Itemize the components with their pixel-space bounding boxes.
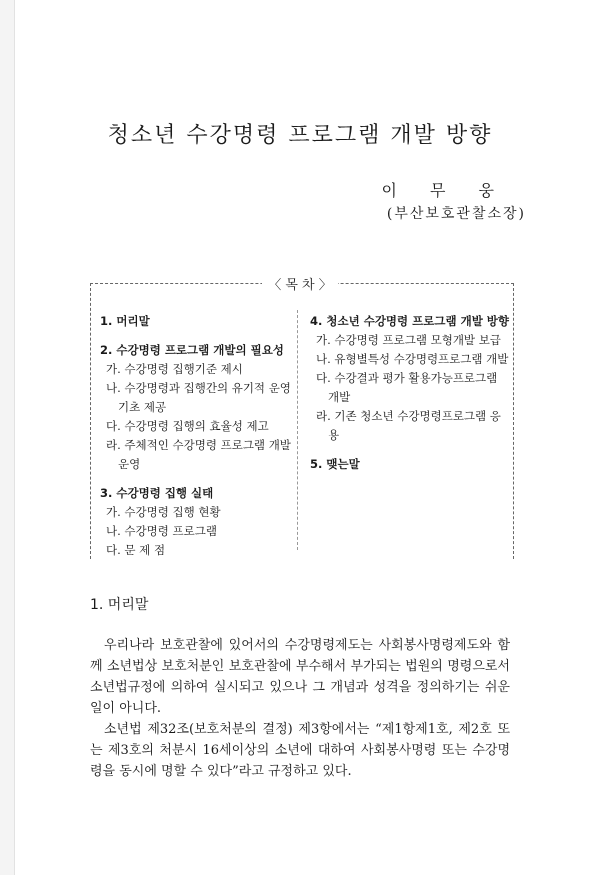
- toc-subitem: 다. 수강결과 평가 활용가능프로그램 개발: [316, 371, 498, 404]
- toc-header: [0, 274, 600, 293]
- toc-subitem: 라. 기존 청소년 수강명령프로그램 응용: [316, 409, 501, 442]
- toc-item: 3. 수강명령 집행 실태: [100, 486, 214, 500]
- author-name: 이 무 웅: [381, 181, 508, 200]
- author-affiliation: (부산보호관찰소장): [386, 206, 526, 222]
- toc-left-column: [100, 312, 295, 560]
- document-title: 청소년 수강명령 프로그램 개발 방향: [107, 123, 493, 148]
- toc-subitem: 가. 수강명령 집행기준 제시: [106, 362, 243, 376]
- toc-subitem: 라. 주체적인 수강명령 프로그램 개발 운영: [106, 438, 291, 471]
- paragraph: 우리나라 보호관찰에 있어서의 수강명령제도는 사회봉사명령제도와 함께 소년법상 보호처분인 보호관찰에 부수해서 부가되는 법원의 명령으로서 소년법규정에 의하여 실시되고 있으나 그 개념과 성격을 정의하기는 쉬운일이 아니다.: [90, 638, 510, 716]
- toc-subitem: 나. 수강명령과 집행간의 유기적 운영 기초 제공: [106, 381, 291, 414]
- toc-subitem: 가. 수강명령 집행 현황: [106, 505, 221, 519]
- toc-subitem: 다. 수강명령 집행의 효율성 제고: [106, 419, 269, 433]
- toc-subitem: 다. 문 제 점: [106, 543, 166, 557]
- body-text: [90, 635, 510, 782]
- toc-divider: [297, 310, 298, 550]
- toc-item: 4. 청소년 수강명령 프로그램 개발 방향: [310, 314, 510, 328]
- toc-subitem: 가. 수강명령 프로그램 모형개발 보급: [316, 333, 501, 347]
- toc-header-label: 〈 목 차 〉: [262, 278, 338, 293]
- paragraph: 소년법 제32조(보호처분의 결정) 제3항에서는 “제1항제1호, 제2호 또는 제3호의 처분시 16세이상의 소년에 대하여 사회봉사명령 또는 수강명령을 동시에 명할 수 있다”라고 규정하고 있다.: [90, 722, 510, 779]
- toc-right-column: [310, 312, 510, 474]
- toc-item: 5. 맺는말: [310, 457, 360, 471]
- toc-subitem: 나. 유형별특성 수강명령프로그램 개발: [316, 352, 509, 366]
- toc-item: 1. 머리말: [100, 314, 150, 328]
- toc-subitem: 나. 수강명령 프로그램: [106, 524, 217, 538]
- toc-item: 2. 수강명령 프로그램 개발의 필요성: [100, 343, 284, 357]
- section-heading: 1. 머리말: [90, 597, 149, 613]
